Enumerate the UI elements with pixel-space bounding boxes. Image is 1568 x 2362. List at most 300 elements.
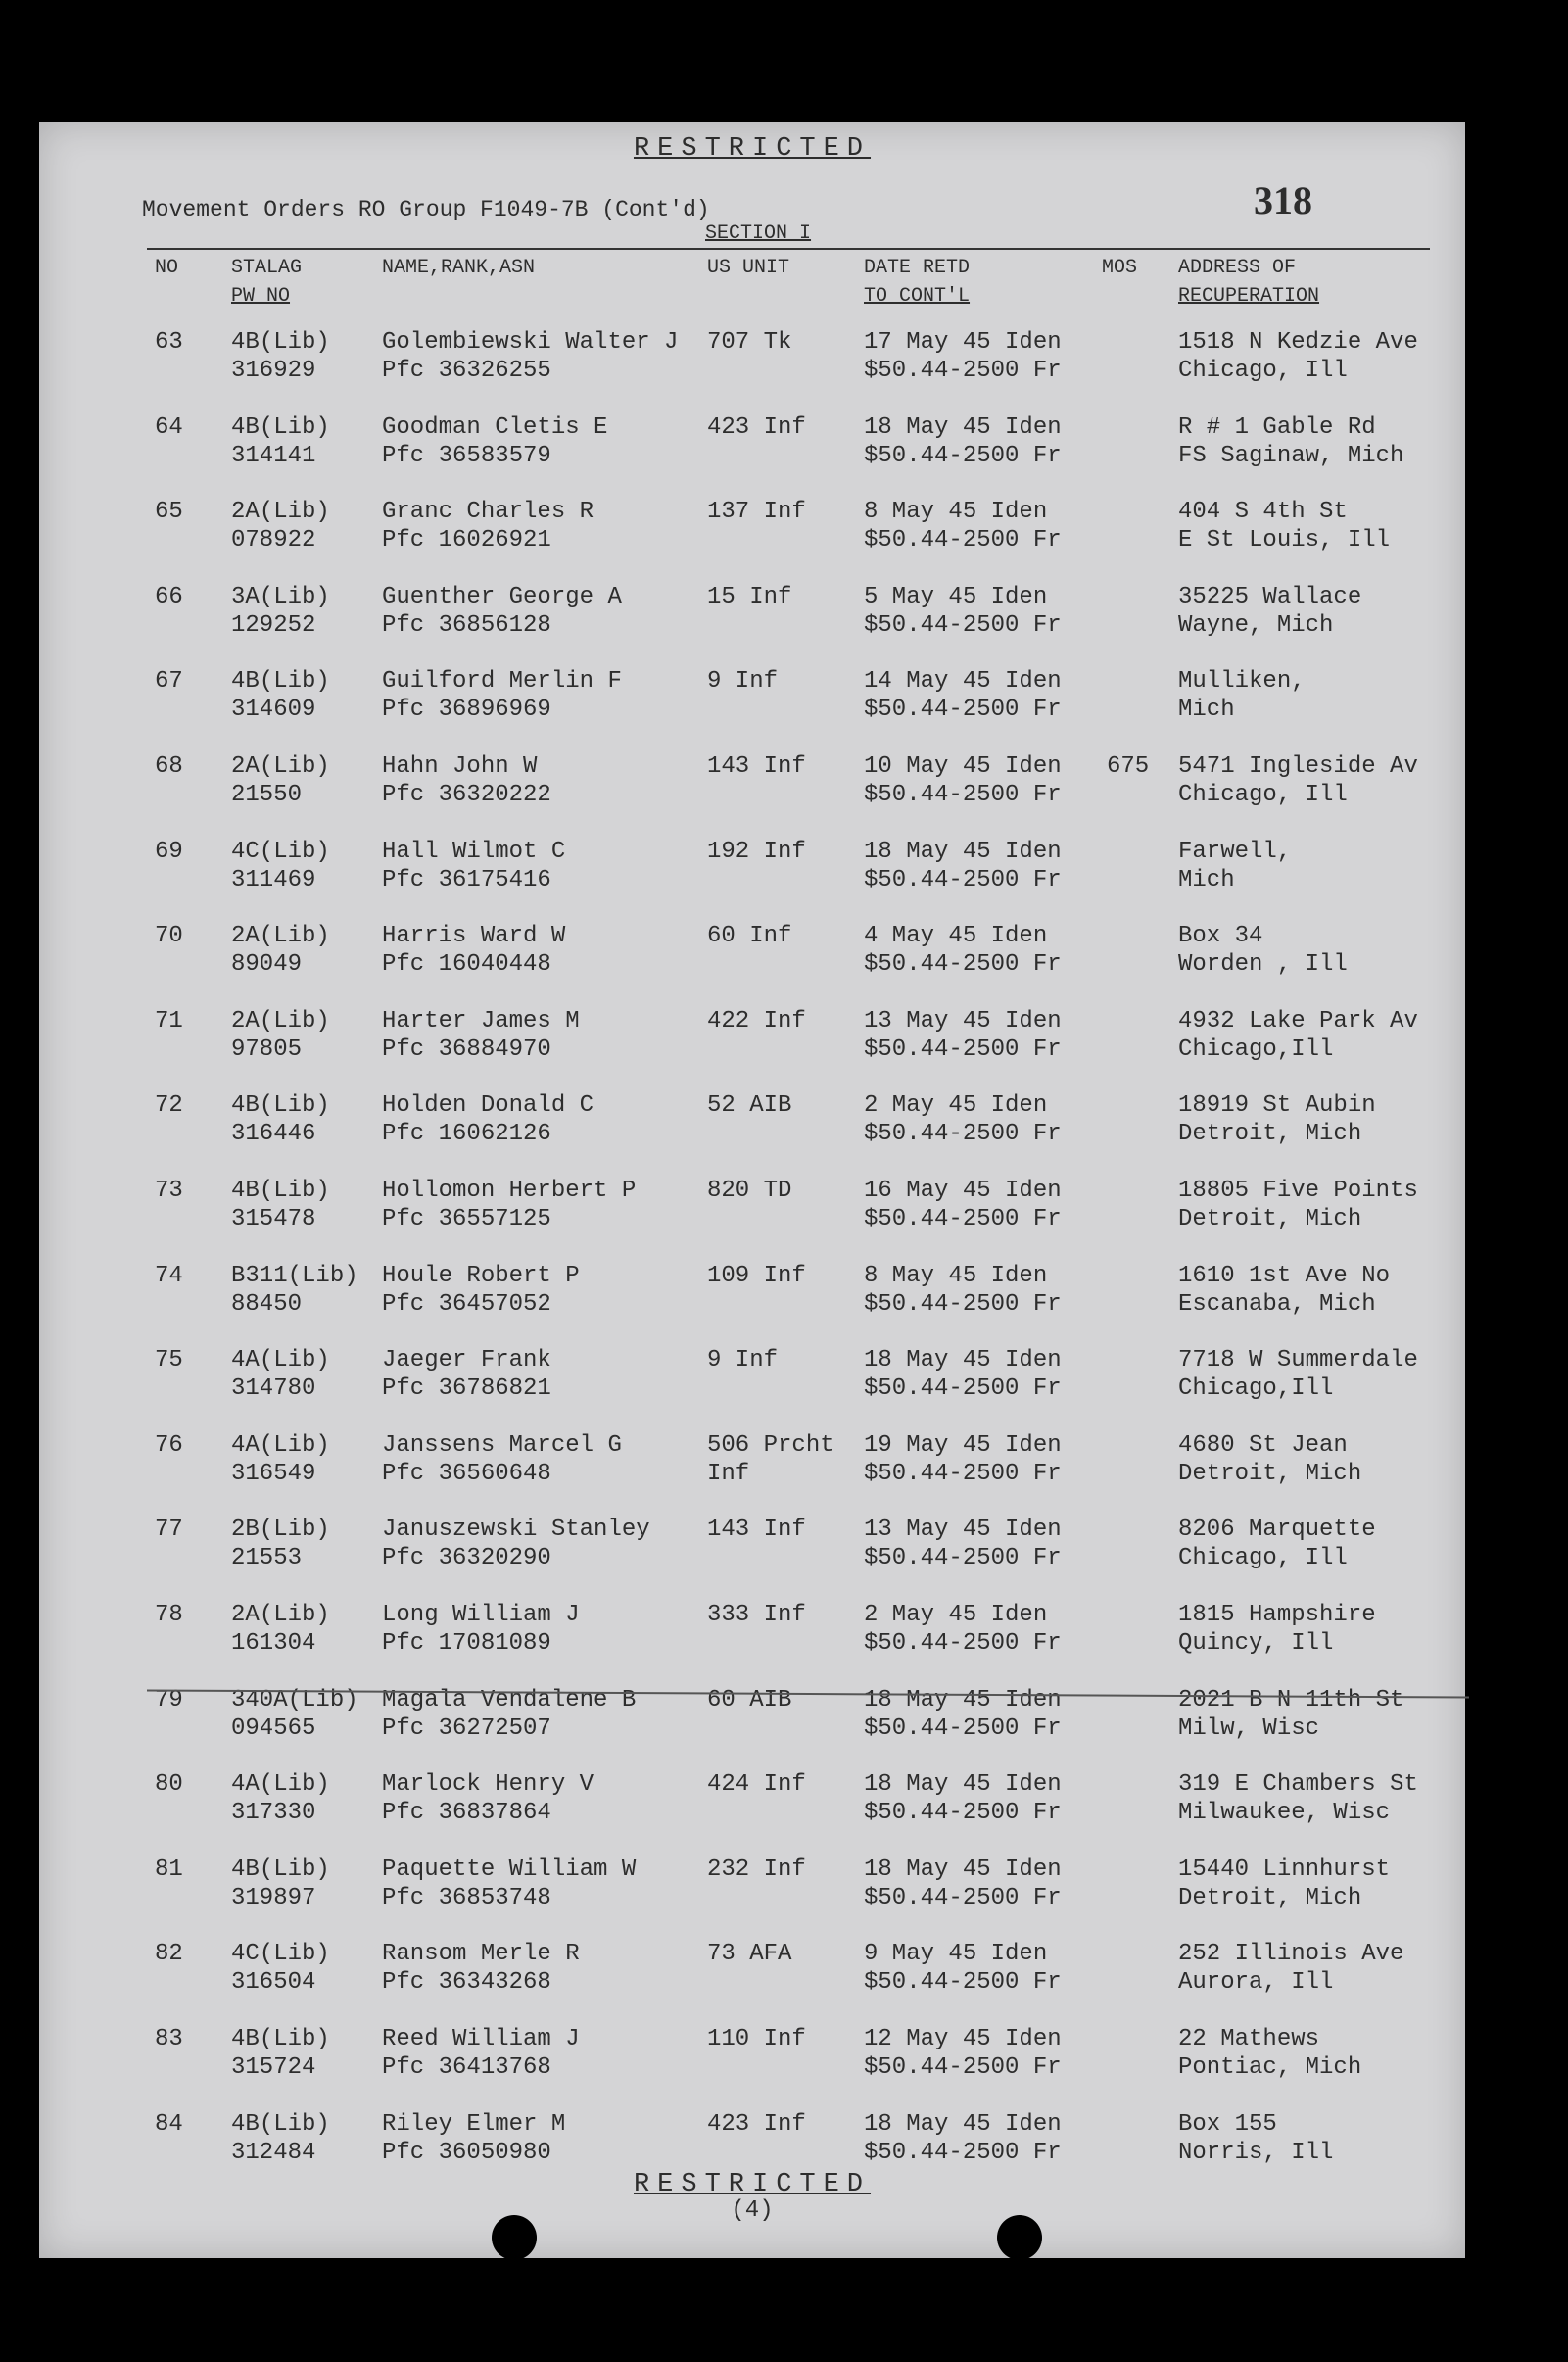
name-rank-asn-line: Pfc 36320290 [382, 1545, 551, 1572]
date-returned-line: $50.44-2500 Fr [864, 866, 1062, 893]
row-number [155, 1262, 183, 1290]
date-returned [864, 838, 1062, 894]
stalag-pw-no-line: 2B(Lib) [231, 1517, 330, 1544]
recuperation-address [1178, 1346, 1418, 1403]
recuperation-address-line: Chicago,Ill [1178, 1375, 1334, 1403]
row-number-line: 68 [155, 753, 183, 780]
row-number-line: 70 [155, 923, 183, 950]
stalag-pw-no-line: 4B(Lib) [231, 413, 330, 441]
us-unit [707, 667, 778, 696]
us-unit [707, 2110, 806, 2139]
date-returned [864, 922, 1062, 979]
row-number [155, 1601, 183, 1629]
stalag-pw-no-line: 3A(Lib) [231, 583, 330, 610]
stalag-pw-no-line: 2A(Lib) [231, 753, 330, 780]
stalag-pw-no-line: 161304 [231, 1630, 316, 1657]
us-unit-line: Inf [707, 1460, 750, 1487]
table-row [39, 413, 1465, 494]
row-number [155, 2110, 183, 2139]
date-returned-line: 2 May 45 Iden [864, 1092, 1048, 1120]
date-returned-line: $50.44-2500 Fr [864, 1460, 1062, 1487]
us-unit [707, 922, 791, 950]
recuperation-address [1178, 498, 1390, 554]
name-rank-asn-line: Holden Donald C [382, 1092, 594, 1120]
date-returned [864, 667, 1062, 724]
stalag-pw-no-line: 094565 [231, 1714, 316, 1742]
stalag-pw-no [231, 1940, 330, 1997]
table-row [39, 752, 1465, 833]
name-rank-asn [382, 1091, 594, 1148]
row-number-line: 76 [155, 1431, 183, 1459]
restricted-footer: RESTRICTED [633, 2170, 872, 2199]
us-unit-line: 137 Inf [707, 499, 806, 526]
us-unit [707, 1770, 806, 1799]
us-unit [707, 1601, 806, 1629]
date-returned-line: 8 May 45 Iden [864, 1262, 1048, 1289]
stalag-pw-no [231, 1516, 330, 1572]
us-unit-line: 333 Inf [707, 1602, 806, 1628]
sheet-number: (4) [731, 2197, 774, 2224]
name-rank-asn-line: Houle Robert P [382, 1262, 580, 1289]
us-unit [707, 1686, 791, 1714]
col-stalag: STALAG PW NO [231, 257, 303, 308]
us-unit-line: 9 Inf [707, 1347, 779, 1374]
date-returned-line: 5 May 45 Iden [864, 583, 1048, 610]
date-returned [864, 1856, 1062, 1912]
us-unit [707, 752, 806, 781]
name-rank-asn-line: Hall Wilmot C [382, 838, 566, 865]
stalag-pw-no-line: 314780 [231, 1375, 316, 1403]
us-unit-line: 143 Inf [707, 1517, 806, 1544]
name-rank-asn-line: Hollomon Herbert P [382, 1178, 637, 1204]
recuperation-address-line: Mulliken, [1178, 668, 1306, 696]
name-rank-asn-line: Pfc 36560648 [382, 1460, 551, 1487]
header-rule-top [147, 248, 1430, 250]
mos [1107, 752, 1149, 781]
row-number [155, 667, 183, 696]
recuperation-address-line: Detroit, Mich [1178, 1460, 1362, 1487]
row-number [155, 328, 183, 357]
table-row [39, 1091, 1465, 1172]
recuperation-address-line: 319 E Chambers St [1178, 1771, 1418, 1799]
row-number [155, 1091, 183, 1120]
recuperation-address-line: Chicago, Ill [1178, 358, 1348, 384]
name-rank-asn-line: Harter James M [382, 1007, 580, 1035]
name-rank-asn-line: Long William J [382, 1602, 580, 1628]
us-unit-line: 232 Inf [707, 1856, 806, 1883]
stalag-pw-no-line: 340A(Lib) [231, 1686, 358, 1713]
recuperation-address-line: Chicago, Ill [1178, 1545, 1348, 1572]
recuperation-address-line: 5471 Ingleside Av [1178, 753, 1418, 780]
table-row [39, 1346, 1465, 1426]
date-returned-line: $50.44-2500 Fr [864, 611, 1062, 639]
recuperation-address [1178, 413, 1403, 470]
date-returned-line: $50.44-2500 Fr [864, 1800, 1062, 1827]
stalag-pw-no-line: 315724 [231, 2054, 316, 2081]
recuperation-address-line: E St Louis, Ill [1178, 527, 1391, 554]
name-rank-asn-line: Paquette William W [382, 1856, 637, 1883]
name-rank-asn [382, 1856, 636, 1912]
recuperation-address [1178, 667, 1306, 724]
recuperation-address-line: Milw, Wisc [1178, 1714, 1320, 1742]
recuperation-address-line: 1518 N Kedzie Ave [1178, 329, 1418, 356]
recuperation-address [1178, 1516, 1376, 1572]
us-unit [707, 1007, 806, 1036]
us-unit [707, 413, 806, 442]
name-rank-asn [382, 583, 622, 640]
recuperation-address [1178, 1940, 1403, 1997]
name-rank-asn-line: Pfc 36326255 [382, 358, 551, 384]
name-rank-asn-line: Pfc 36853748 [382, 1884, 551, 1911]
us-unit-line: 109 Inf [707, 1262, 806, 1289]
us-unit-line: 423 Inf [707, 2110, 806, 2138]
stalag-pw-no-line: 316446 [231, 1121, 316, 1148]
us-unit-line: 60 AIB [707, 1686, 792, 1713]
name-rank-asn-line: Pfc 36272507 [382, 1714, 551, 1742]
row-number-line: 69 [155, 838, 183, 865]
stalag-pw-no [231, 328, 330, 385]
stalag-pw-no-line: 4B(Lib) [231, 2110, 330, 2138]
row-number-line: 77 [155, 1517, 183, 1544]
name-rank-asn [382, 838, 565, 894]
us-unit [707, 1177, 791, 1205]
date-returned-line: 4 May 45 Iden [864, 923, 1048, 950]
name-rank-asn [382, 1516, 650, 1572]
date-returned-line: 16 May 45 Iden [864, 1178, 1062, 1204]
us-unit [707, 1940, 791, 1968]
date-returned-line: 14 May 45 Iden [864, 668, 1062, 696]
table-row [39, 1686, 1465, 1766]
recuperation-address-line: Worden , Ill [1178, 951, 1348, 979]
recuperation-address [1178, 1601, 1376, 1658]
name-rank-asn [382, 1177, 636, 1233]
recuperation-address-line: 22 Mathews [1178, 2026, 1320, 2052]
date-returned-line: $50.44-2500 Fr [864, 1884, 1062, 1911]
table-row [39, 583, 1465, 663]
recuperation-address [1178, 1091, 1376, 1148]
date-returned [864, 1431, 1062, 1488]
row-number [155, 1770, 183, 1799]
us-unit [707, 1856, 806, 1884]
table-row [39, 1007, 1465, 1087]
name-rank-asn [382, 498, 594, 554]
stalag-pw-no-line: 97805 [231, 1036, 303, 1063]
date-returned-line: $50.44-2500 Fr [864, 358, 1062, 384]
us-unit-line: 9 Inf [707, 668, 779, 696]
stalag-pw-no [231, 1601, 330, 1658]
table-row [39, 1177, 1465, 1257]
col-name: NAME,RANK,ASN [382, 257, 536, 279]
stalag-pw-no [231, 1262, 358, 1319]
name-rank-asn-line: Pfc 36786821 [382, 1375, 551, 1403]
stalag-pw-no-line: 2A(Lib) [231, 499, 330, 526]
table-row [39, 922, 1465, 1002]
us-unit-line: 52 AIB [707, 1092, 792, 1120]
recuperation-address-line: FS Saginaw, Mich [1178, 442, 1404, 469]
stalag-pw-no-line: 315478 [231, 1206, 316, 1232]
row-number-line: 71 [155, 1007, 183, 1035]
recuperation-address-line: Pontiac, Mich [1178, 2054, 1362, 2081]
stalag-pw-no-line: 129252 [231, 611, 316, 639]
stalag-pw-no-line: 4A(Lib) [231, 1771, 330, 1799]
row-number [155, 1940, 183, 1968]
name-rank-asn-line: Pfc 36343268 [382, 1969, 551, 1997]
date-returned [864, 1770, 1062, 1827]
date-returned-line: $50.44-2500 Fr [864, 782, 1062, 808]
page-number: 318 [1254, 178, 1312, 222]
recuperation-address-line: Chicago, Ill [1178, 782, 1348, 808]
recuperation-address-line: Detroit, Mich [1178, 1121, 1362, 1148]
date-returned-line: 19 May 45 Iden [864, 1431, 1062, 1459]
us-unit-line: 60 Inf [707, 923, 792, 950]
name-rank-asn-line: Pfc 36896969 [382, 697, 551, 724]
row-number-line: 82 [155, 1941, 183, 1968]
name-rank-asn-line: Pfc 36557125 [382, 1206, 551, 1232]
us-unit [707, 328, 791, 357]
date-returned-line: 17 May 45 Iden [864, 329, 1062, 356]
us-unit [707, 1091, 791, 1120]
stalag-pw-no-line: 4B(Lib) [231, 2026, 330, 2052]
date-returned-line: $50.44-2500 Fr [864, 2139, 1062, 2166]
section-title: SECTION I [705, 222, 812, 245]
date-returned-line: 2 May 45 Iden [864, 1602, 1048, 1628]
stalag-pw-no-line: 89049 [231, 951, 303, 979]
date-returned-line: 18 May 45 Iden [864, 413, 1062, 441]
date-returned-line: 8 May 45 Iden [864, 499, 1048, 526]
date-returned-line: 10 May 45 Iden [864, 753, 1062, 780]
stalag-pw-no [231, 752, 330, 809]
us-unit-line: 424 Inf [707, 1771, 806, 1799]
name-rank-asn-line: Janssens Marcel G [382, 1431, 622, 1459]
stalag-pw-no-line: 314141 [231, 442, 316, 469]
col-mos: MOS [1102, 257, 1138, 279]
name-rank-asn-line: Pfc 36856128 [382, 611, 551, 639]
row-number [155, 1431, 183, 1460]
table-row [39, 667, 1465, 747]
stalag-pw-no-line: 2A(Lib) [231, 1602, 330, 1628]
date-returned-line: 18 May 45 Iden [864, 1856, 1062, 1883]
stalag-pw-no-line: 312484 [231, 2139, 316, 2166]
recuperation-address [1178, 1262, 1390, 1319]
us-unit [707, 498, 806, 526]
date-returned-line: $50.44-2500 Fr [864, 1121, 1062, 1148]
us-unit-line: 820 TD [707, 1178, 792, 1204]
us-unit-line: 110 Inf [707, 2026, 806, 2052]
date-returned-line: 13 May 45 Iden [864, 1007, 1062, 1035]
stalag-pw-no [231, 583, 330, 640]
date-returned [864, 1007, 1062, 1064]
date-returned-line: $50.44-2500 Fr [864, 1036, 1062, 1063]
date-returned-line: $50.44-2500 Fr [864, 1969, 1062, 1997]
recuperation-address-line: Aurora, Ill [1178, 1969, 1334, 1997]
name-rank-asn-line: Ransom Merle R [382, 1941, 580, 1968]
date-returned [864, 1262, 1062, 1319]
date-returned-line: $50.44-2500 Fr [864, 1545, 1062, 1572]
stalag-pw-no-line: 2A(Lib) [231, 923, 330, 950]
row-number-line: 63 [155, 329, 183, 356]
table-row [39, 1601, 1465, 1681]
row-number-line: 74 [155, 1262, 183, 1289]
stalag-pw-no-line: 4B(Lib) [231, 1856, 330, 1883]
stalag-pw-no-line: 311469 [231, 866, 316, 893]
name-rank-asn [382, 1431, 622, 1488]
name-rank-asn [382, 922, 565, 979]
date-returned-line: $50.44-2500 Fr [864, 1375, 1062, 1403]
us-unit [707, 1431, 834, 1488]
date-returned-line: $50.44-2500 Fr [864, 1206, 1062, 1232]
stalag-pw-no [231, 667, 330, 724]
date-returned [864, 498, 1062, 554]
date-returned-line: $50.44-2500 Fr [864, 442, 1062, 469]
name-rank-asn-line: Guenther George A [382, 583, 622, 610]
name-rank-asn-line: Pfc 36320222 [382, 782, 551, 808]
recuperation-address-line: 2021 B N 11th St [1178, 1686, 1404, 1713]
name-rank-asn-line: Pfc 16062126 [382, 1121, 551, 1148]
name-rank-asn-line: Pfc 36457052 [382, 1290, 551, 1318]
date-returned [864, 328, 1062, 385]
name-rank-asn [382, 328, 678, 385]
name-rank-asn [382, 1686, 636, 1743]
row-number [155, 498, 183, 526]
us-unit [707, 1346, 778, 1374]
stalag-pw-no-line: 316929 [231, 358, 316, 384]
name-rank-asn-line: Marlock Henry V [382, 1771, 594, 1799]
stalag-pw-no-line: 4A(Lib) [231, 1347, 330, 1374]
table-row [39, 1516, 1465, 1596]
us-unit [707, 1516, 806, 1544]
stalag-pw-no-line: 4B(Lib) [231, 1178, 330, 1204]
recuperation-address [1178, 328, 1418, 385]
date-returned-line: 9 May 45 Iden [864, 1941, 1048, 1968]
date-returned-line: $50.44-2500 Fr [864, 1290, 1062, 1318]
col-no: NO [155, 257, 179, 279]
orders-line: Movement Orders RO Group F1049-7B (Cont'd) [142, 197, 710, 222]
us-unit-line: 423 Inf [707, 413, 806, 441]
table-row [39, 1856, 1465, 1936]
punch-hole [997, 2215, 1042, 2260]
row-number [155, 1516, 183, 1544]
recuperation-address-line: Box 34 [1178, 923, 1263, 950]
name-rank-asn-line: Granc Charles R [382, 499, 594, 526]
row-number [155, 1346, 183, 1374]
row-number [155, 752, 183, 781]
date-returned [864, 583, 1062, 640]
date-returned-line: 18 May 45 Iden [864, 1771, 1062, 1799]
name-rank-asn-line: Pfc 36837864 [382, 1800, 551, 1827]
recuperation-address-line: 18919 St Aubin [1178, 1092, 1376, 1120]
name-rank-asn-line: Pfc 36413768 [382, 2054, 551, 2081]
name-rank-asn-line: Guilford Merlin F [382, 668, 622, 696]
stalag-pw-no-line: 316504 [231, 1969, 316, 1997]
date-returned [864, 1177, 1062, 1233]
row-number-line: 73 [155, 1178, 183, 1204]
stalag-pw-no-line: 88450 [231, 1290, 303, 1318]
table-row [39, 1770, 1465, 1851]
recuperation-address-line: Mich [1178, 697, 1235, 724]
row-number [155, 1856, 183, 1884]
recuperation-address-line: Detroit, Mich [1178, 1884, 1362, 1911]
mos-line: 675 [1107, 753, 1150, 780]
recuperation-address-line: 18805 Five Points [1178, 1178, 1418, 1204]
name-rank-asn-line: Pfc 36175416 [382, 866, 551, 893]
name-rank-asn-line: Pfc 36583579 [382, 442, 551, 469]
col-address: ADDRESS OF RECUPERATION [1178, 257, 1320, 308]
name-rank-asn [382, 2110, 565, 2167]
recuperation-address-line: 4932 Lake Park Av [1178, 1007, 1418, 1035]
row-number-line: 75 [155, 1347, 183, 1374]
us-unit-line: 15 Inf [707, 583, 792, 610]
row-number-line: 80 [155, 1771, 183, 1799]
stalag-pw-no [231, 1091, 330, 1148]
stalag-pw-no [231, 2110, 330, 2167]
recuperation-address [1178, 752, 1418, 809]
recuperation-address-line: 1815 Hampshire [1178, 1602, 1376, 1628]
name-rank-asn-line: Pfc 36050980 [382, 2139, 551, 2166]
date-returned-line: 18 May 45 Iden [864, 838, 1062, 865]
stalag-pw-no [231, 1177, 330, 1233]
row-number [155, 2025, 183, 2053]
stalag-pw-no-line: 4B(Lib) [231, 1092, 330, 1120]
us-unit-line: 707 Tk [707, 329, 792, 356]
recuperation-address-line: 8206 Marquette [1178, 1517, 1376, 1544]
stalag-pw-no-line: 319897 [231, 1884, 316, 1911]
us-unit-line: 192 Inf [707, 838, 806, 865]
name-rank-asn-line: Goodman Cletis E [382, 413, 608, 441]
stalag-pw-no-line: B311(Lib) [231, 1262, 358, 1289]
recuperation-address-line: Box 155 [1178, 2110, 1277, 2138]
recuperation-address [1178, 1770, 1418, 1827]
stalag-pw-no-line: 4B(Lib) [231, 668, 330, 696]
us-unit-line: 506 Prcht [707, 1431, 834, 1459]
recuperation-address-line: 1610 1st Ave No [1178, 1262, 1391, 1289]
table-row [39, 838, 1465, 918]
name-rank-asn-line: Pfc 17081089 [382, 1630, 551, 1657]
recuperation-address [1178, 838, 1291, 894]
recuperation-address-line: 7718 W Summerdale [1178, 1347, 1418, 1374]
recuperation-address-line: Escanaba, Mich [1178, 1290, 1376, 1318]
name-rank-asn-line: Hahn John W [382, 753, 538, 780]
restricted-header: RESTRICTED [633, 134, 872, 164]
stalag-pw-no-line: 4A(Lib) [231, 1431, 330, 1459]
name-rank-asn-line: Harris Ward W [382, 923, 566, 950]
recuperation-address [1178, 583, 1361, 640]
recuperation-address [1178, 2110, 1333, 2167]
us-unit-line: 73 AFA [707, 1941, 792, 1968]
row-number [155, 1007, 183, 1036]
name-rank-asn-line: Magala Vendalene B [382, 1686, 637, 1713]
date-returned-line: $50.44-2500 Fr [864, 951, 1062, 979]
punch-hole [492, 2215, 537, 2260]
row-number-line: 66 [155, 583, 183, 610]
row-number [155, 583, 183, 611]
name-rank-asn [382, 2025, 580, 2082]
row-number-line: 67 [155, 668, 183, 696]
stalag-pw-no-line: 2A(Lib) [231, 1007, 330, 1035]
date-returned-line: 13 May 45 Iden [864, 1517, 1062, 1544]
date-returned [864, 2110, 1062, 2167]
recuperation-address-line: Mich [1178, 866, 1235, 893]
us-unit-line: 143 Inf [707, 753, 806, 780]
recuperation-address-line: 35225 Wallace [1178, 583, 1362, 610]
recuperation-address [1178, 922, 1348, 979]
name-rank-asn-line: Januszewski Stanley [382, 1517, 650, 1544]
row-number-line: 81 [155, 1856, 183, 1883]
us-unit [707, 2025, 806, 2053]
stalag-pw-no-line: 4C(Lib) [231, 1941, 330, 1968]
table-row [39, 328, 1465, 409]
date-returned-line: $50.44-2500 Fr [864, 1714, 1062, 1742]
stalag-pw-no-line: 4C(Lib) [231, 838, 330, 865]
